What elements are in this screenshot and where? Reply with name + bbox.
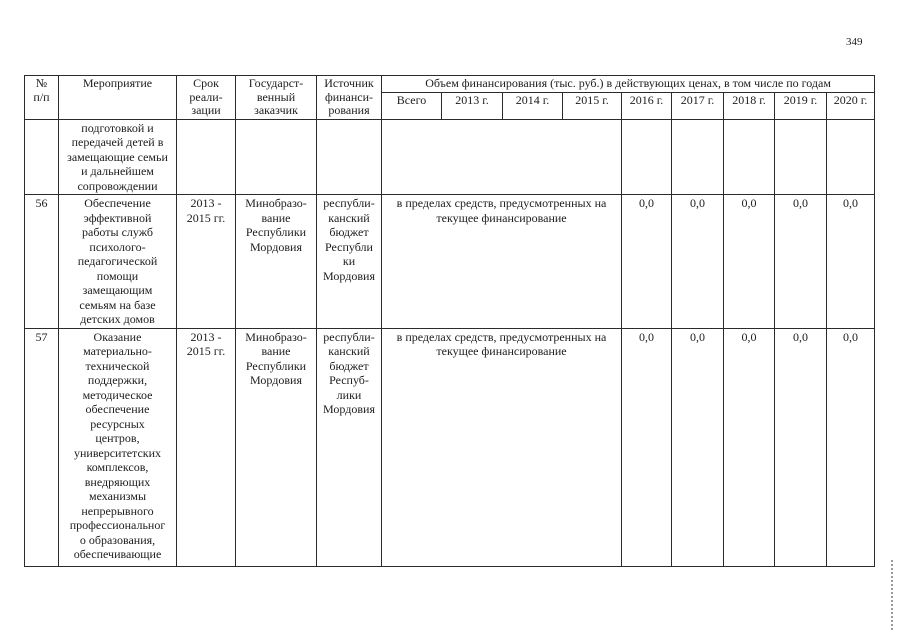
header-year: 2016 г. <box>622 92 672 119</box>
cell-value <box>724 119 775 195</box>
cell-value: 0,0 <box>827 328 875 566</box>
page-number: 349 <box>846 36 863 48</box>
header-num: № п/п <box>25 76 59 120</box>
cell-num: 57 <box>25 328 59 566</box>
cell-value: 0,0 <box>672 328 724 566</box>
header-year: 2020 г. <box>827 92 875 119</box>
cell-value: 0,0 <box>672 195 724 329</box>
header-year: 2014 г. <box>503 92 563 119</box>
cell-funding-note <box>382 119 622 195</box>
header-source: Источник финанси- рования <box>317 76 382 120</box>
cell-funding-note: в пределах средств, предусмотренных на текущее финансирование <box>382 328 622 566</box>
cell-term: 2013 - 2015 гг. <box>177 328 236 566</box>
header-year: 2019 г. <box>775 92 827 119</box>
cell-customer: Минобразо- вание Республики Мордовия <box>236 195 317 329</box>
cell-num <box>25 119 59 195</box>
cell-value: 0,0 <box>724 195 775 329</box>
cell-value <box>775 119 827 195</box>
cell-num: 56 <box>25 195 59 329</box>
cell-term: 2013 - 2015 гг. <box>177 195 236 329</box>
cell-source: республи- канский бюджет Республи ки Мордовия <box>317 195 382 329</box>
header-event: Мероприятие <box>59 76 177 120</box>
scan-edge-marks <box>891 560 903 630</box>
cell-event: Оказание материально- технической поддержки, методическое обеспечение ресурсных центров, университетских комплексов, внедряющих механизмы непрерывного профессиональног о образования, обеспечивающие <box>59 328 177 566</box>
cell-value <box>672 119 724 195</box>
cell-source <box>317 119 382 195</box>
cell-term <box>177 119 236 195</box>
cell-value: 0,0 <box>827 195 875 329</box>
cell-value: 0,0 <box>775 328 827 566</box>
cell-source: республи- канский бюджет Респуб- лики Мордовия <box>317 328 382 566</box>
header-funding-title: Объем финансирования (тыс. руб.) в действующих ценах, в том числе по годам <box>382 76 875 93</box>
table-row <box>25 119 875 195</box>
cell-customer: Минобразо- вание Республики Мордовия <box>236 328 317 566</box>
header-total: Всего <box>382 92 442 119</box>
financing-table <box>24 75 875 567</box>
cell-value: 0,0 <box>724 328 775 566</box>
header-year: 2013 г. <box>442 92 503 119</box>
cell-event: подготовкой и передачей детей в замещающие семьи и дальнейшем сопровождении <box>59 119 177 195</box>
header-year: 2015 г. <box>563 92 622 119</box>
cell-event: Обеспечение эффективной работы служб психолого- педагогической помощи замещающим семьям на базе детских домов <box>59 195 177 329</box>
table-row <box>25 328 875 566</box>
cell-funding-note: в пределах средств, предусмотренных на текущее финансирование <box>382 195 622 329</box>
header-term: Срок реали- зации <box>177 76 236 120</box>
header-year: 2017 г. <box>672 92 724 119</box>
header-year: 2018 г. <box>724 92 775 119</box>
cell-value: 0,0 <box>622 328 672 566</box>
header-customer: Государст- венный заказчик <box>236 76 317 120</box>
table-row <box>25 195 875 329</box>
cell-customer <box>236 119 317 195</box>
cell-value <box>827 119 875 195</box>
cell-value: 0,0 <box>775 195 827 329</box>
cell-value <box>622 119 672 195</box>
cell-value: 0,0 <box>622 195 672 329</box>
